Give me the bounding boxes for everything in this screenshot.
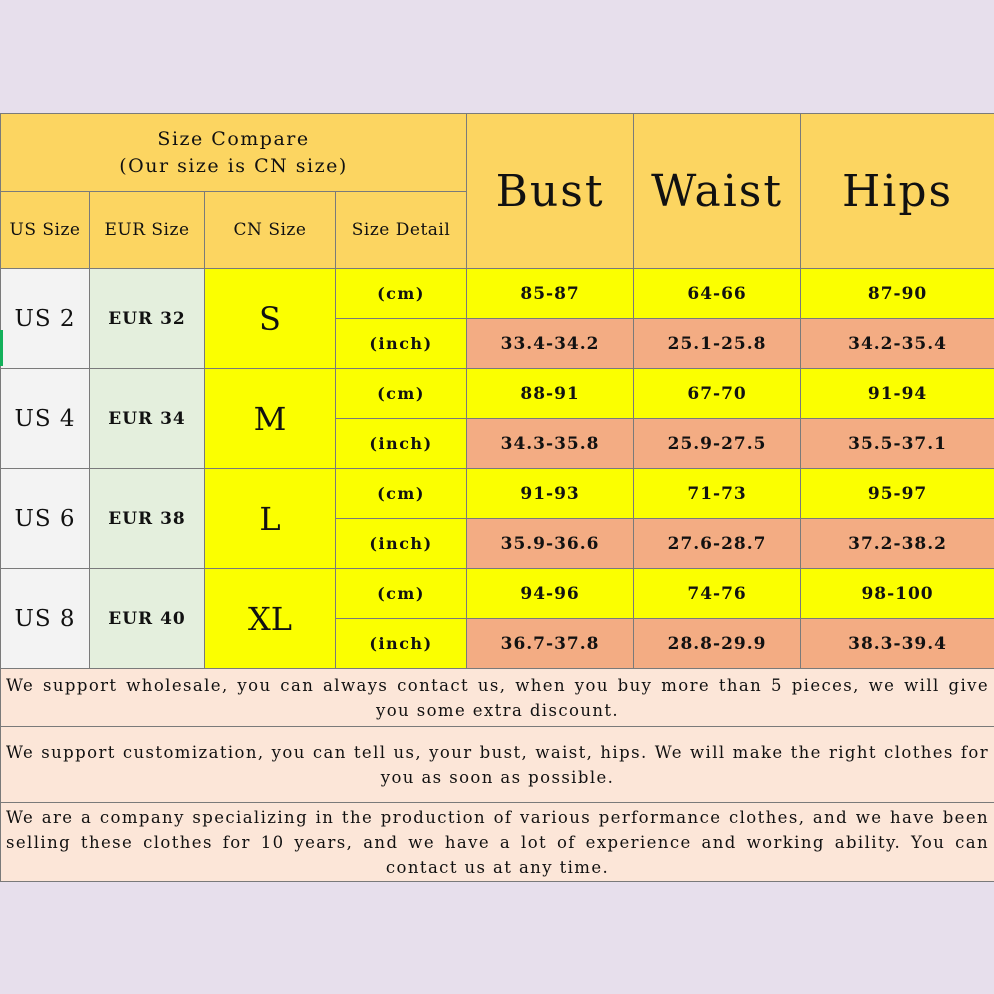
waist-header: Waist	[634, 114, 801, 269]
unit-inch-cell: (inch)	[336, 619, 467, 669]
company-note: We are a company specializing in the production of various performance clothes, and we have been selling these clothes for 10 years, and we have a lot of experience and working ability. You can contact us at any time.	[1, 803, 994, 882]
table-row	[1, 469, 994, 519]
waist-cm-cell: 67-70	[634, 369, 801, 419]
unit-inch-cell: (inch)	[336, 319, 467, 369]
size-table	[0, 113, 994, 882]
unit-cm-cell: (cm)	[336, 569, 467, 619]
us-size-cell: US 4	[1, 369, 90, 469]
waist-cm-cell: 74-76	[634, 569, 801, 619]
eur-size-cell: EUR 40	[90, 569, 205, 669]
bust-cm-cell: 91-93	[467, 469, 634, 519]
us-size-header: US Size	[1, 192, 90, 269]
eur-size-cell: EUR 38	[90, 469, 205, 569]
unit-inch-cell: (inch)	[336, 419, 467, 469]
size-detail-header: Size Detail	[336, 192, 467, 269]
bust-inch-cell: 34.3-35.8	[467, 419, 634, 469]
cn-size-header: CN Size	[205, 192, 336, 269]
cn-size-cell: L	[205, 469, 336, 569]
hips-inch-cell: 35.5-37.1	[801, 419, 994, 469]
hips-inch-cell: 37.2-38.2	[801, 519, 994, 569]
waist-inch-cell: 25.9-27.5	[634, 419, 801, 469]
unit-cm-cell: (cm)	[336, 469, 467, 519]
size-compare-title: Size Compare	[157, 127, 310, 150]
waist-cm-cell: 71-73	[634, 469, 801, 519]
eur-size-header: EUR Size	[90, 192, 205, 269]
size-compare-subtitle: (Our size is CN size)	[119, 154, 348, 177]
hips-cm-cell: 87-90	[801, 269, 994, 319]
us-size-cell: US 8	[1, 569, 90, 669]
size-chart	[0, 113, 994, 882]
hips-cm-cell: 91-94	[801, 369, 994, 419]
bust-cm-cell: 85-87	[467, 269, 634, 319]
size-compare-header	[1, 114, 467, 192]
hips-cm-cell: 95-97	[801, 469, 994, 519]
table-row	[1, 369, 994, 419]
eur-size-cell: EUR 34	[90, 369, 205, 469]
hips-inch-cell: 38.3-39.4	[801, 619, 994, 669]
top-background-strip	[0, 0, 994, 113]
eur-size-cell: EUR 32	[90, 269, 205, 369]
us-size-cell: US 6	[1, 469, 90, 569]
table-row	[1, 269, 994, 319]
us-size-cell: US 2	[1, 269, 90, 369]
green-edge-marker	[0, 330, 3, 366]
bust-inch-cell: 36.7-37.8	[467, 619, 634, 669]
hips-inch-cell: 34.2-35.4	[801, 319, 994, 369]
hips-header: Hips	[801, 114, 994, 269]
waist-inch-cell: 25.1-25.8	[634, 319, 801, 369]
bust-inch-cell: 35.9-36.6	[467, 519, 634, 569]
waist-inch-cell: 27.6-28.7	[634, 519, 801, 569]
cn-size-cell: XL	[205, 569, 336, 669]
waist-inch-cell: 28.8-29.9	[634, 619, 801, 669]
cn-size-cell: S	[205, 269, 336, 369]
bust-header: Bust	[467, 114, 634, 269]
cn-size-cell: M	[205, 369, 336, 469]
hips-cm-cell: 98-100	[801, 569, 994, 619]
wholesale-note: We support wholesale, you can always contact us, when you buy more than 5 pieces, we will give you some extra discount.	[1, 669, 994, 727]
waist-cm-cell: 64-66	[634, 269, 801, 319]
customization-note: We support customization, you can tell us, your bust, waist, hips. We will make the right clothes for you as soon as possible.	[1, 727, 994, 803]
table-row	[1, 569, 994, 619]
unit-inch-cell: (inch)	[336, 519, 467, 569]
bottom-background-strip	[0, 881, 994, 994]
unit-cm-cell: (cm)	[336, 269, 467, 319]
bust-cm-cell: 94-96	[467, 569, 634, 619]
bust-cm-cell: 88-91	[467, 369, 634, 419]
unit-cm-cell: (cm)	[336, 369, 467, 419]
bust-inch-cell: 33.4-34.2	[467, 319, 634, 369]
